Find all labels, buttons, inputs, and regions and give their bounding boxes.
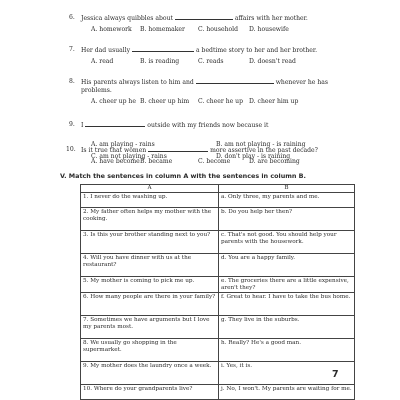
option[interactable]: A. have become bbox=[91, 158, 140, 165]
table-row bbox=[81, 362, 355, 385]
table-header-row bbox=[81, 185, 355, 193]
question-10 bbox=[66, 146, 351, 155]
answer-blank[interactable] bbox=[175, 14, 233, 20]
table-row bbox=[81, 193, 355, 208]
column-b-cell: g. They live in the suburbs. bbox=[219, 316, 355, 339]
column-b-cell: i. Yes, it is. bbox=[219, 362, 355, 385]
option[interactable]: D. cheer him up bbox=[249, 98, 299, 105]
column-b-cell: a. Only three, my parents and me. bbox=[219, 193, 355, 208]
section-title: V. Match the sentences in column A with the sentences in column B. bbox=[60, 172, 306, 180]
table-row bbox=[81, 385, 355, 400]
column-b-header: B bbox=[219, 185, 355, 193]
option[interactable]: B. homemaker bbox=[140, 26, 185, 33]
page-number: 7 bbox=[332, 369, 339, 380]
question-text: more assertive in the past decade? bbox=[210, 147, 318, 154]
column-a-header: A bbox=[81, 185, 219, 193]
matching-table bbox=[80, 184, 355, 400]
column-b-cell: d. You are a happy family. bbox=[219, 254, 355, 277]
column-b-cell: j. No, I won't. My parents are waiting for me. bbox=[219, 385, 355, 400]
question-text: Jessica always quibbles about bbox=[81, 15, 173, 22]
column-a-cell: 4. Will you have dinner with us at the restaurant? bbox=[81, 254, 219, 277]
table-row bbox=[81, 208, 355, 231]
option[interactable]: D. housewife bbox=[249, 26, 289, 33]
question-6 bbox=[69, 14, 351, 23]
question-text: a bedtime story to her and her brother. bbox=[195, 47, 318, 54]
option[interactable]: B. is reading bbox=[140, 58, 180, 65]
option[interactable]: C. household bbox=[198, 26, 239, 33]
option[interactable]: A. am playing - rains bbox=[91, 141, 155, 148]
table-row bbox=[81, 316, 355, 339]
column-b-cell: e. The groceries there are a little expensive, aren't they? bbox=[219, 277, 355, 293]
option[interactable]: C. become bbox=[198, 158, 231, 165]
column-a-cell: 1. I never do the washing up. bbox=[81, 193, 219, 208]
column-a-cell: 8. We usually go shopping in the supermarket. bbox=[81, 339, 219, 362]
column-a-cell: 7. Sometimes we have arguments but I love my parents most. bbox=[81, 316, 219, 339]
column-b-cell: c. That's not good. You should help your parents with the housework. bbox=[219, 231, 355, 254]
question-number: 8. bbox=[69, 78, 75, 85]
option[interactable]: D. are becoming bbox=[249, 158, 300, 165]
question-8 bbox=[69, 78, 351, 96]
table-row bbox=[81, 339, 355, 362]
column-a-cell: 9. My mother does the laundry once a week. bbox=[81, 362, 219, 385]
question-text: affairs with her mother. bbox=[234, 15, 308, 22]
option[interactable]: A. read bbox=[91, 58, 114, 65]
table-row bbox=[81, 231, 355, 254]
question-9 bbox=[69, 121, 351, 130]
table-row bbox=[81, 293, 355, 316]
question-text: Her dad usually bbox=[81, 47, 131, 54]
option[interactable]: A. cheer up he bbox=[91, 98, 136, 105]
column-a-cell: 3. Is this your brother standing next to you? bbox=[81, 231, 219, 254]
option[interactable]: C. am not playing - rains bbox=[91, 153, 167, 160]
question-7 bbox=[69, 46, 351, 55]
column-b-cell: f. Great to hear. I have to take the bus home. bbox=[219, 293, 355, 316]
column-a-cell: 6. How many people are there in your family? bbox=[81, 293, 219, 316]
option[interactable]: C. reads bbox=[198, 58, 224, 65]
column-a-cell: 10. Where do your grandparents live? bbox=[81, 385, 219, 400]
option[interactable]: C. cheer he up bbox=[198, 98, 244, 105]
question-number: 10. bbox=[66, 146, 76, 153]
option[interactable]: D. don't play - is raining bbox=[216, 153, 291, 160]
question-text: whenever he has bbox=[275, 79, 329, 86]
question-text: outside with my friends now because it bbox=[147, 122, 269, 129]
table-row bbox=[81, 277, 355, 293]
question-text: I bbox=[81, 122, 84, 129]
table-row bbox=[81, 254, 355, 277]
column-b-cell: b. Do you help her then? bbox=[219, 208, 355, 231]
column-a-cell: 5. My mother is coming to pick me up. bbox=[81, 277, 219, 293]
answer-blank[interactable] bbox=[132, 46, 194, 52]
question-number: 7. bbox=[69, 46, 75, 53]
column-a-cell: 2. My father often helps my mother with the cooking. bbox=[81, 208, 219, 231]
question-number: 9. bbox=[69, 121, 75, 128]
option[interactable]: B. cheer up him bbox=[140, 98, 190, 105]
option[interactable]: D. doesn't read bbox=[249, 58, 296, 65]
question-text-continued: problems. bbox=[81, 87, 112, 95]
answer-blank[interactable] bbox=[196, 78, 274, 84]
question-number: 6. bbox=[69, 14, 75, 21]
question-text: Is it true that women bbox=[81, 147, 147, 154]
answer-blank[interactable] bbox=[85, 121, 145, 127]
option[interactable]: B. became bbox=[140, 158, 173, 165]
answer-blank[interactable] bbox=[148, 146, 208, 152]
question-text: His parents always listen to him and bbox=[81, 79, 194, 86]
option[interactable]: A. homework bbox=[91, 26, 132, 33]
option[interactable]: B. am not playing - is raining bbox=[216, 141, 306, 148]
column-b-cell: h. Really? He's a good man. bbox=[219, 339, 355, 362]
